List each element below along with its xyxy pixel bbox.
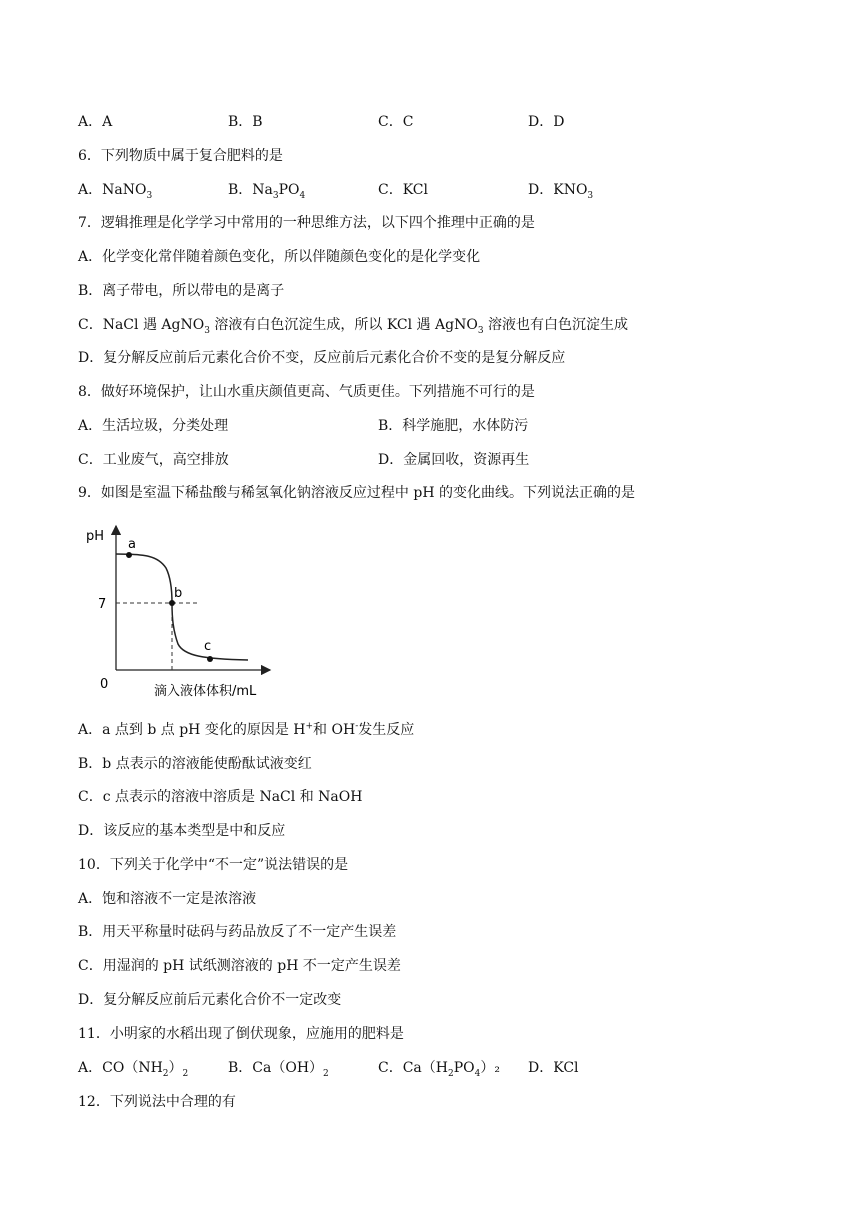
q6-stem: 6．下列物质中属于复合肥料的是: [78, 148, 283, 164]
q11-option-a: A．$CO(NH_2)_2$: [78, 1060, 189, 1079]
y-axis-label: pH: [86, 529, 105, 544]
q10-stem: 10．下列关于化学中“不一定”说法错误的是: [78, 857, 349, 873]
point-c: [207, 656, 213, 662]
point-a-label: a: [128, 537, 136, 552]
q6-option-c: C．KCl: [378, 182, 428, 198]
point-b-label: b: [174, 586, 183, 601]
q9-option-d: D．该反应的基本类型是中和反应: [78, 823, 286, 839]
q10-option-a: A．饱和溶液不一定是浓溶液: [78, 891, 257, 907]
origin-label: 0: [100, 677, 109, 692]
q8-option-a: A．生活垃圾，分类处理: [78, 418, 229, 434]
q11-option-c: C．$Ca(H_2PO_4)_2$: [378, 1060, 500, 1079]
q11-option-b: B．$Ca(OH)_2$: [228, 1060, 329, 1079]
point-a: [126, 552, 132, 558]
q5-option-a: A．A: [78, 114, 113, 130]
q8-option-c: C．工业废气，高空排放: [78, 452, 229, 468]
ph7-label: 7: [98, 597, 107, 612]
q9-option-c: C．c 点表示的溶液中溶质是 NaCl 和 NaOH: [78, 789, 363, 805]
q7-option-c: C．NaCl 遇 AgNO$_3$ 溶液有白色沉淀生成，所以 KCl 遇 AgNO$_3$ 溶液也有白色沉淀生成: [78, 317, 628, 336]
q8-stem: 8．做好环境保护，让山水重庆颜值更高、气质更佳。下列措施不可行的是: [78, 384, 535, 400]
q11-option-d: D．KCl: [528, 1060, 579, 1076]
q7-option-d: D．复分解反应前后元素化合价不变，反应前后元素化合价不变的是复分解反应: [78, 350, 566, 366]
q8-option-b: B．科学施肥，水体防污: [378, 418, 529, 434]
q5-option-b: B．B: [228, 114, 263, 130]
q6-option-b: B．$Na_3PO_4$: [228, 182, 306, 201]
q10-option-b: B．用天平称量时砝码与药品放反了不一定产生误差: [78, 924, 397, 940]
q11-stem: 11．小明家的水稻出现了倒伏现象，应施用的肥料是: [78, 1026, 404, 1042]
q5-option-c: C．C: [378, 114, 414, 130]
q10-option-c: C．用湿润的 pH 试纸测溶液的 pH 不一定产生误差: [78, 958, 401, 974]
q7-option-b: B．离子带电，所以带电的是离子: [78, 283, 285, 299]
q7-option-a: A．化学变化常伴随着颜色变化，所以伴随颜色变化的是化学变化: [78, 249, 481, 265]
q6-option-d: D．$KNO_3$: [528, 182, 594, 201]
q10-option-d: D．复分解反应前后元素化合价不一定改变: [78, 992, 342, 1008]
q6-option-a: A．NaNO$_3$: [78, 182, 153, 201]
ph-curve: [116, 554, 248, 660]
q8-option-d: D．金属回收，资源再生: [378, 452, 530, 468]
ph-curve-figure: [78, 520, 288, 700]
q9-stem: 9．如图是室温下稀盐酸与稀氢氧化钠溶液反应过程中 pH 的变化曲线。下列说法正确的是: [78, 485, 635, 501]
q12-stem: 12．下列说法中合理的有: [78, 1094, 236, 1110]
q9-option-a: A．a 点到 b 点 pH 变化的原因是 H+和 OH-发生反应: [78, 721, 415, 738]
x-axis-label: 滴入液体体积/mL: [154, 684, 257, 699]
point-c-label: c: [204, 639, 212, 654]
q5-option-d: D．D: [528, 114, 565, 130]
q9-option-b: B．b 点表示的溶液能使酚酞试液变红: [78, 756, 312, 772]
q7-stem: 7．逻辑推理是化学学习中常用的一种思维方法，以下四个推理中正确的是: [78, 215, 535, 231]
